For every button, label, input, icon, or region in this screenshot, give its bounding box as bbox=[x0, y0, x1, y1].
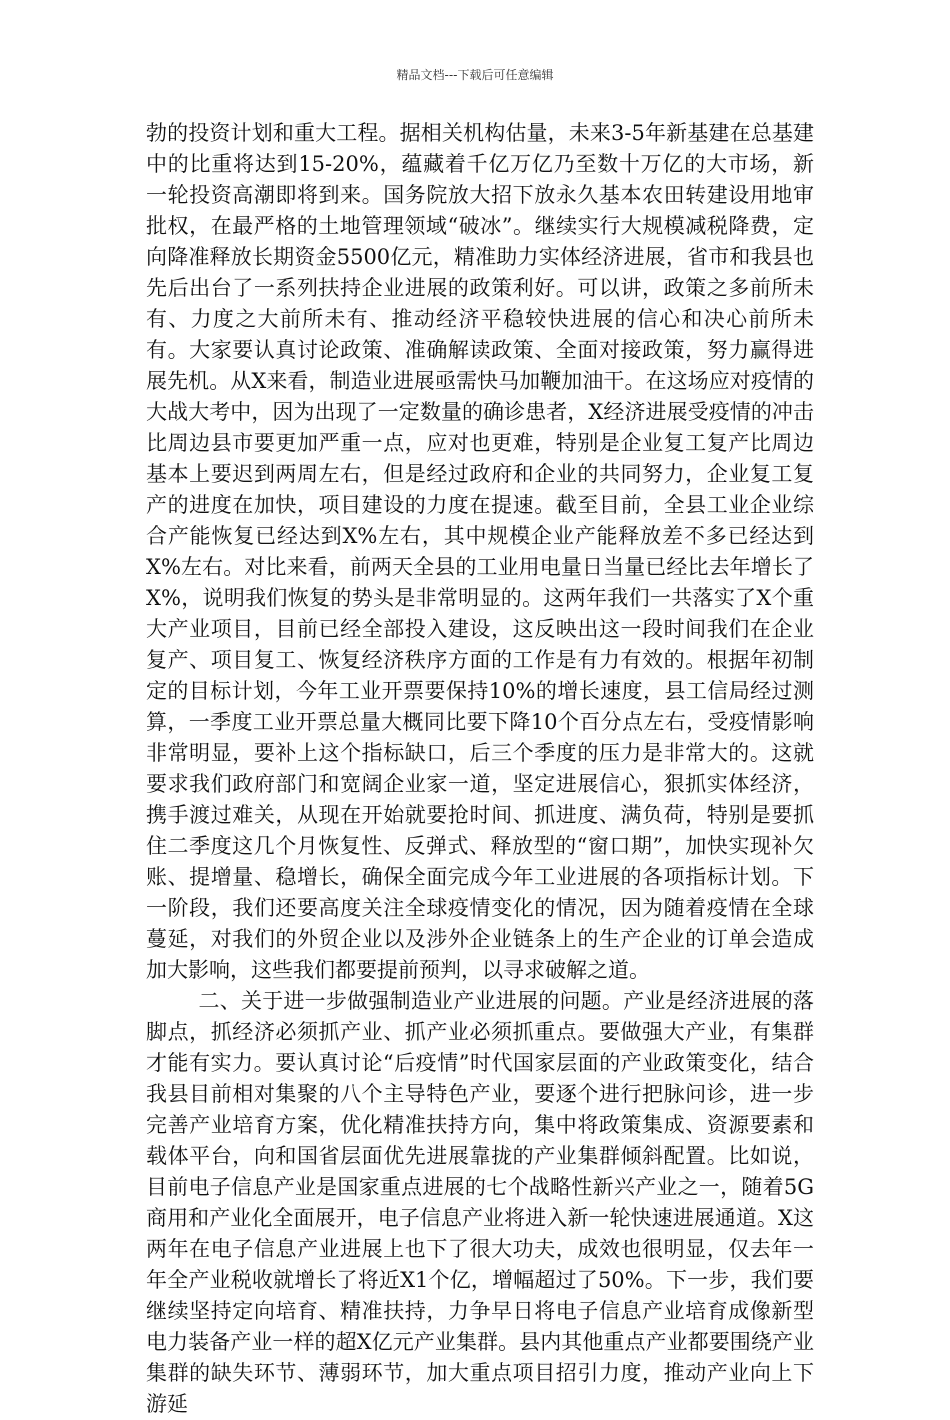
page-header: 精品文档---下载后可任意编辑 bbox=[396, 68, 554, 82]
paragraph-2: 二、关于进一步做强制造业产业进展的问题。产业是经济进展的落脚点，抓经济必须抓产业、抓产业必须抓重点。要做强大产业，有集群才能有实力。要认真讨论“后疫情”时代国家层面的产业政策变化，结合我县目前相对集聚的八个主导特色产业，要逐个进行把脉问诊，进一步完善产业培育方案，优化精准扶持方向，集中将政策集成、资源要素和载体平台，向和国省层面优先进展靠拢的产业集群倾斜配置。比如说，目前电子信息产业是国家重点进展的七个战略性新兴产业之一，随着5G商用和产业化全面展开，电子信息产业将进入新一轮快速进展通道。X这两年在电子信息产业进展上也下了很大功夫，成效也很明显，仅去年一年全产业税收就增长了将近X1个亿，增幅超过了50%。下一步，我们要继续坚持定向培育、精准扶持，力争早日将电子信息产业培育成像新型电力装备产业一样的超X亿元产业集群。县内其他重点产业都要围绕产业集群的缺失环节、薄弱环节，加大重点项目招引力度，推动产业向上下游延 bbox=[146, 989, 814, 1416]
paragraph-1: 勃的投资计划和重大工程。据相关机构估量，未来3-5年新基建在总基建中的比重将达到15-20%，蕴藏着千亿万亿乃至数十万亿的大市场，新一轮投资高潮即将到来。国务院放大招下放永久基本农田转建设用地审批权，在最严格的土地管理领域“破冰”。继续实行大规模减税降费，定向降准释放长期资金5500亿元，精准助力实体经济进展，省市和我县也先后出台了一系列扶持企业进展的政策利好。可以讲，政策之多前所未有、力度之大前所未有、推动经济平稳较快进展的信心和决心前所未有。大家要认真讨论政策、准确解读政策、全面对接政策，努力赢得进展先机。从X来看，制造业进展亟需快马加鞭加油干。在这场应对疫情的大战大考中，因为出现了一定数量的确诊患者，X经济进展受疫情的冲击比周边县市要更加严重一点，应对也更难，特别是企业复工复产比周边基本上要迟到两周左右，但是经过政府和企业的共同努力，企业复工复产的进度在加快，项目建设的力度在提速。截至目前，全县工业企业综合产能恢复已经达到X%左右，其中规模企业产能释放差不多已经达到X%左右。对比来看，前两天全县的工业用电量日当量已经比去年增长了X%，说明我们恢复的势头是非常明显的。这两年我们一共落实了X个重大产业项目，目前已经全部投入建设，这反映出这一段时间我们在企业复产、项目复工、恢复经济秩序方面的工作是有力有效的。根据年初制定的目标计划，今年工业开票要保持10%的增长速度，县工信局经过测算，一季度工业开票总量大概同比要下降10个百分点左右，受疫情影响非常明显，要补上这个指标缺口，后三个季度的压力是非常大的。这就要求我们政府部门和宽阔企业家一道，坚定进展信心，狠抓实体经济，携手渡过难关，从现在开始就要抢时间、抓进度、满负荷，特别是要抓住二季度这几个月恢复性、反弹式、释放型的“窗口期”，加快实现补欠账、提增量、稳增长，确保全面完成今年工业进展的各项指标计划。下一阶段，我们还要高度关注全球疫情变化的情况，因为随着疫情在全球蔓延，对我们的外贸企业以及涉外企业链条上的生产企业的订单会造成加大影响，这些我们都要提前预判，以寻求破解之道。 bbox=[146, 121, 814, 982]
document-body bbox=[146, 118, 814, 1420]
